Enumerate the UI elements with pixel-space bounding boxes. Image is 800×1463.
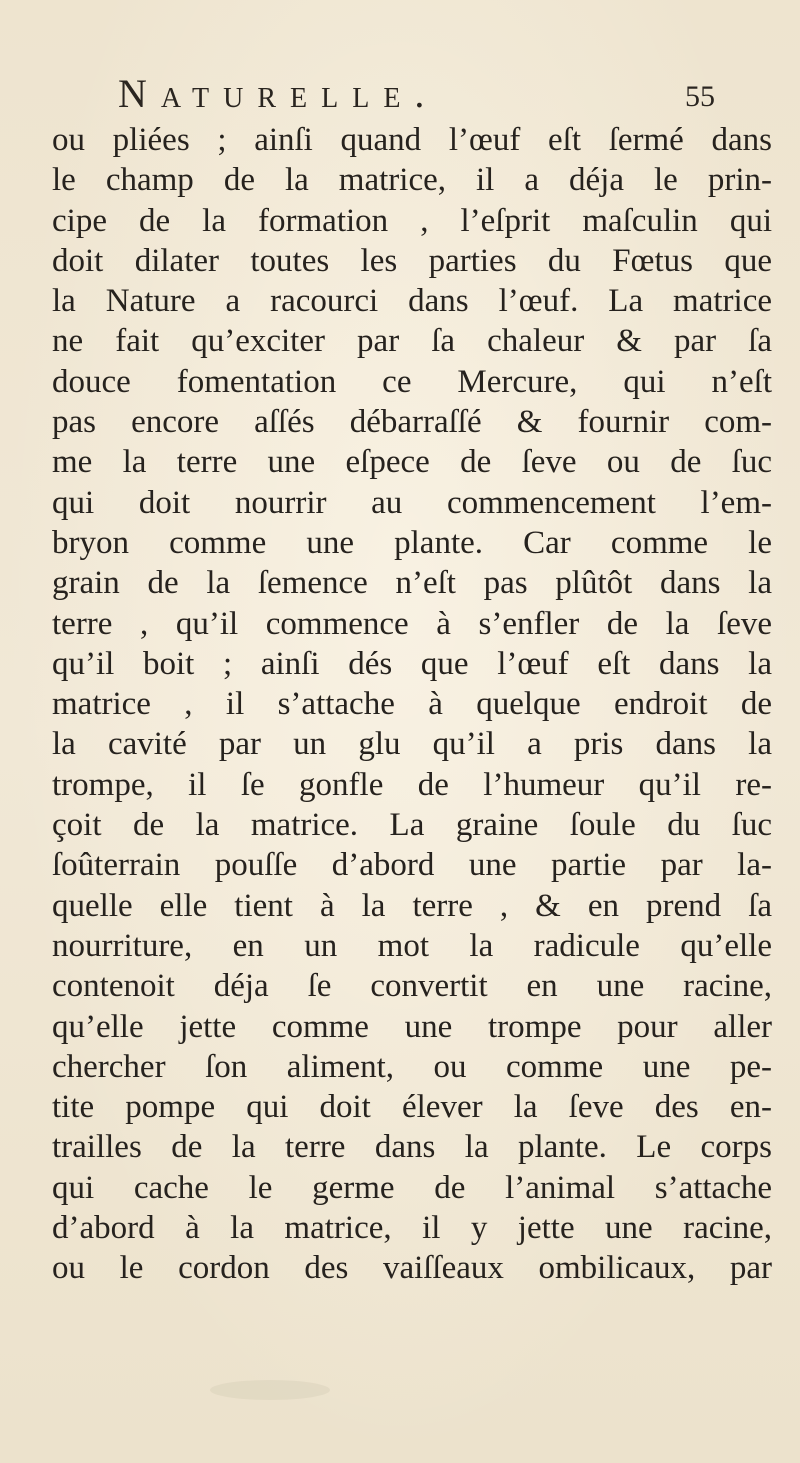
text-line: la Nature a racourci dans l’œuf. La matrice	[52, 283, 772, 320]
text-line: ou le cordon des vaiſſeaux ombilicaux, par	[52, 1250, 772, 1287]
paper-smudge	[210, 1380, 330, 1400]
text-line: trailles de la terre dans la plante. Le corps	[52, 1129, 772, 1166]
text-line: nourriture, en un mot la radicule qu’elle	[52, 927, 772, 964]
text-line: ſoûterrain pouſſe d’abord une partie par la-	[52, 847, 772, 884]
running-title: Naturelle.	[118, 71, 439, 116]
text-line: douce fomentation ce Mercure, qui n’eſt	[52, 363, 772, 400]
text-line: me la terre une eſpece de ſeve ou de ſuc	[52, 444, 772, 481]
text-line: contenoit déja ſe convertit en une racine,	[52, 968, 772, 1005]
text-line: grain de la ſemence n’eſt pas plûtôt dans la	[52, 565, 772, 602]
text-line: çoit de la matrice. La graine ſoule du ſuc	[52, 807, 772, 844]
text-line: qu’il boit ; ainſi dés que l’œuf eſt dans la	[52, 645, 772, 682]
text-line: qui doit nourrir au commencement l’em-	[52, 484, 772, 521]
text-line: la cavité par un glu qu’il a pris dans la	[52, 726, 772, 763]
body-text	[52, 120, 772, 1289]
text-line: d’abord à la matrice, il y jette une racine,	[52, 1210, 772, 1247]
text-line: qui cache le germe de l’animal s’attache	[52, 1169, 772, 1206]
text-line: chercher ſon aliment, ou comme une pe-	[52, 1048, 772, 1085]
text-line: qu’elle jette comme une trompe pour aller	[52, 1008, 772, 1045]
text-line: terre , qu’il commence à s’enfler de la ſeve	[52, 605, 772, 642]
page-number: 55	[685, 80, 715, 113]
text-line: quelle elle tient à la terre , & en prend ſa	[52, 887, 772, 924]
text-line: matrice , il s’attache à quelque endroit de	[52, 686, 772, 723]
text-line: bryon comme une plante. Car comme le	[52, 524, 772, 561]
text-line: le champ de la matrice, il a déja le prin-	[52, 162, 772, 199]
text-line: ou pliées ; ainſi quand l’œuf eſt ſermé dans	[52, 122, 772, 158]
text-line: tite pompe qui doit élever la ſeve des en-	[52, 1089, 772, 1126]
text-line: cipe de la formation , l’eſprit maſculin qui	[52, 202, 772, 239]
text-line: trompe, il ſe gonfle de l’humeur qu’il re-	[52, 766, 772, 803]
text-line: doit dilater toutes les parties du Fœtus que	[52, 242, 772, 279]
text-line: ne fait qu’exciter par ſa chaleur & par ſa	[52, 323, 772, 360]
text-line: pas encore aſſés débarraſſé & fournir com-	[52, 404, 772, 441]
